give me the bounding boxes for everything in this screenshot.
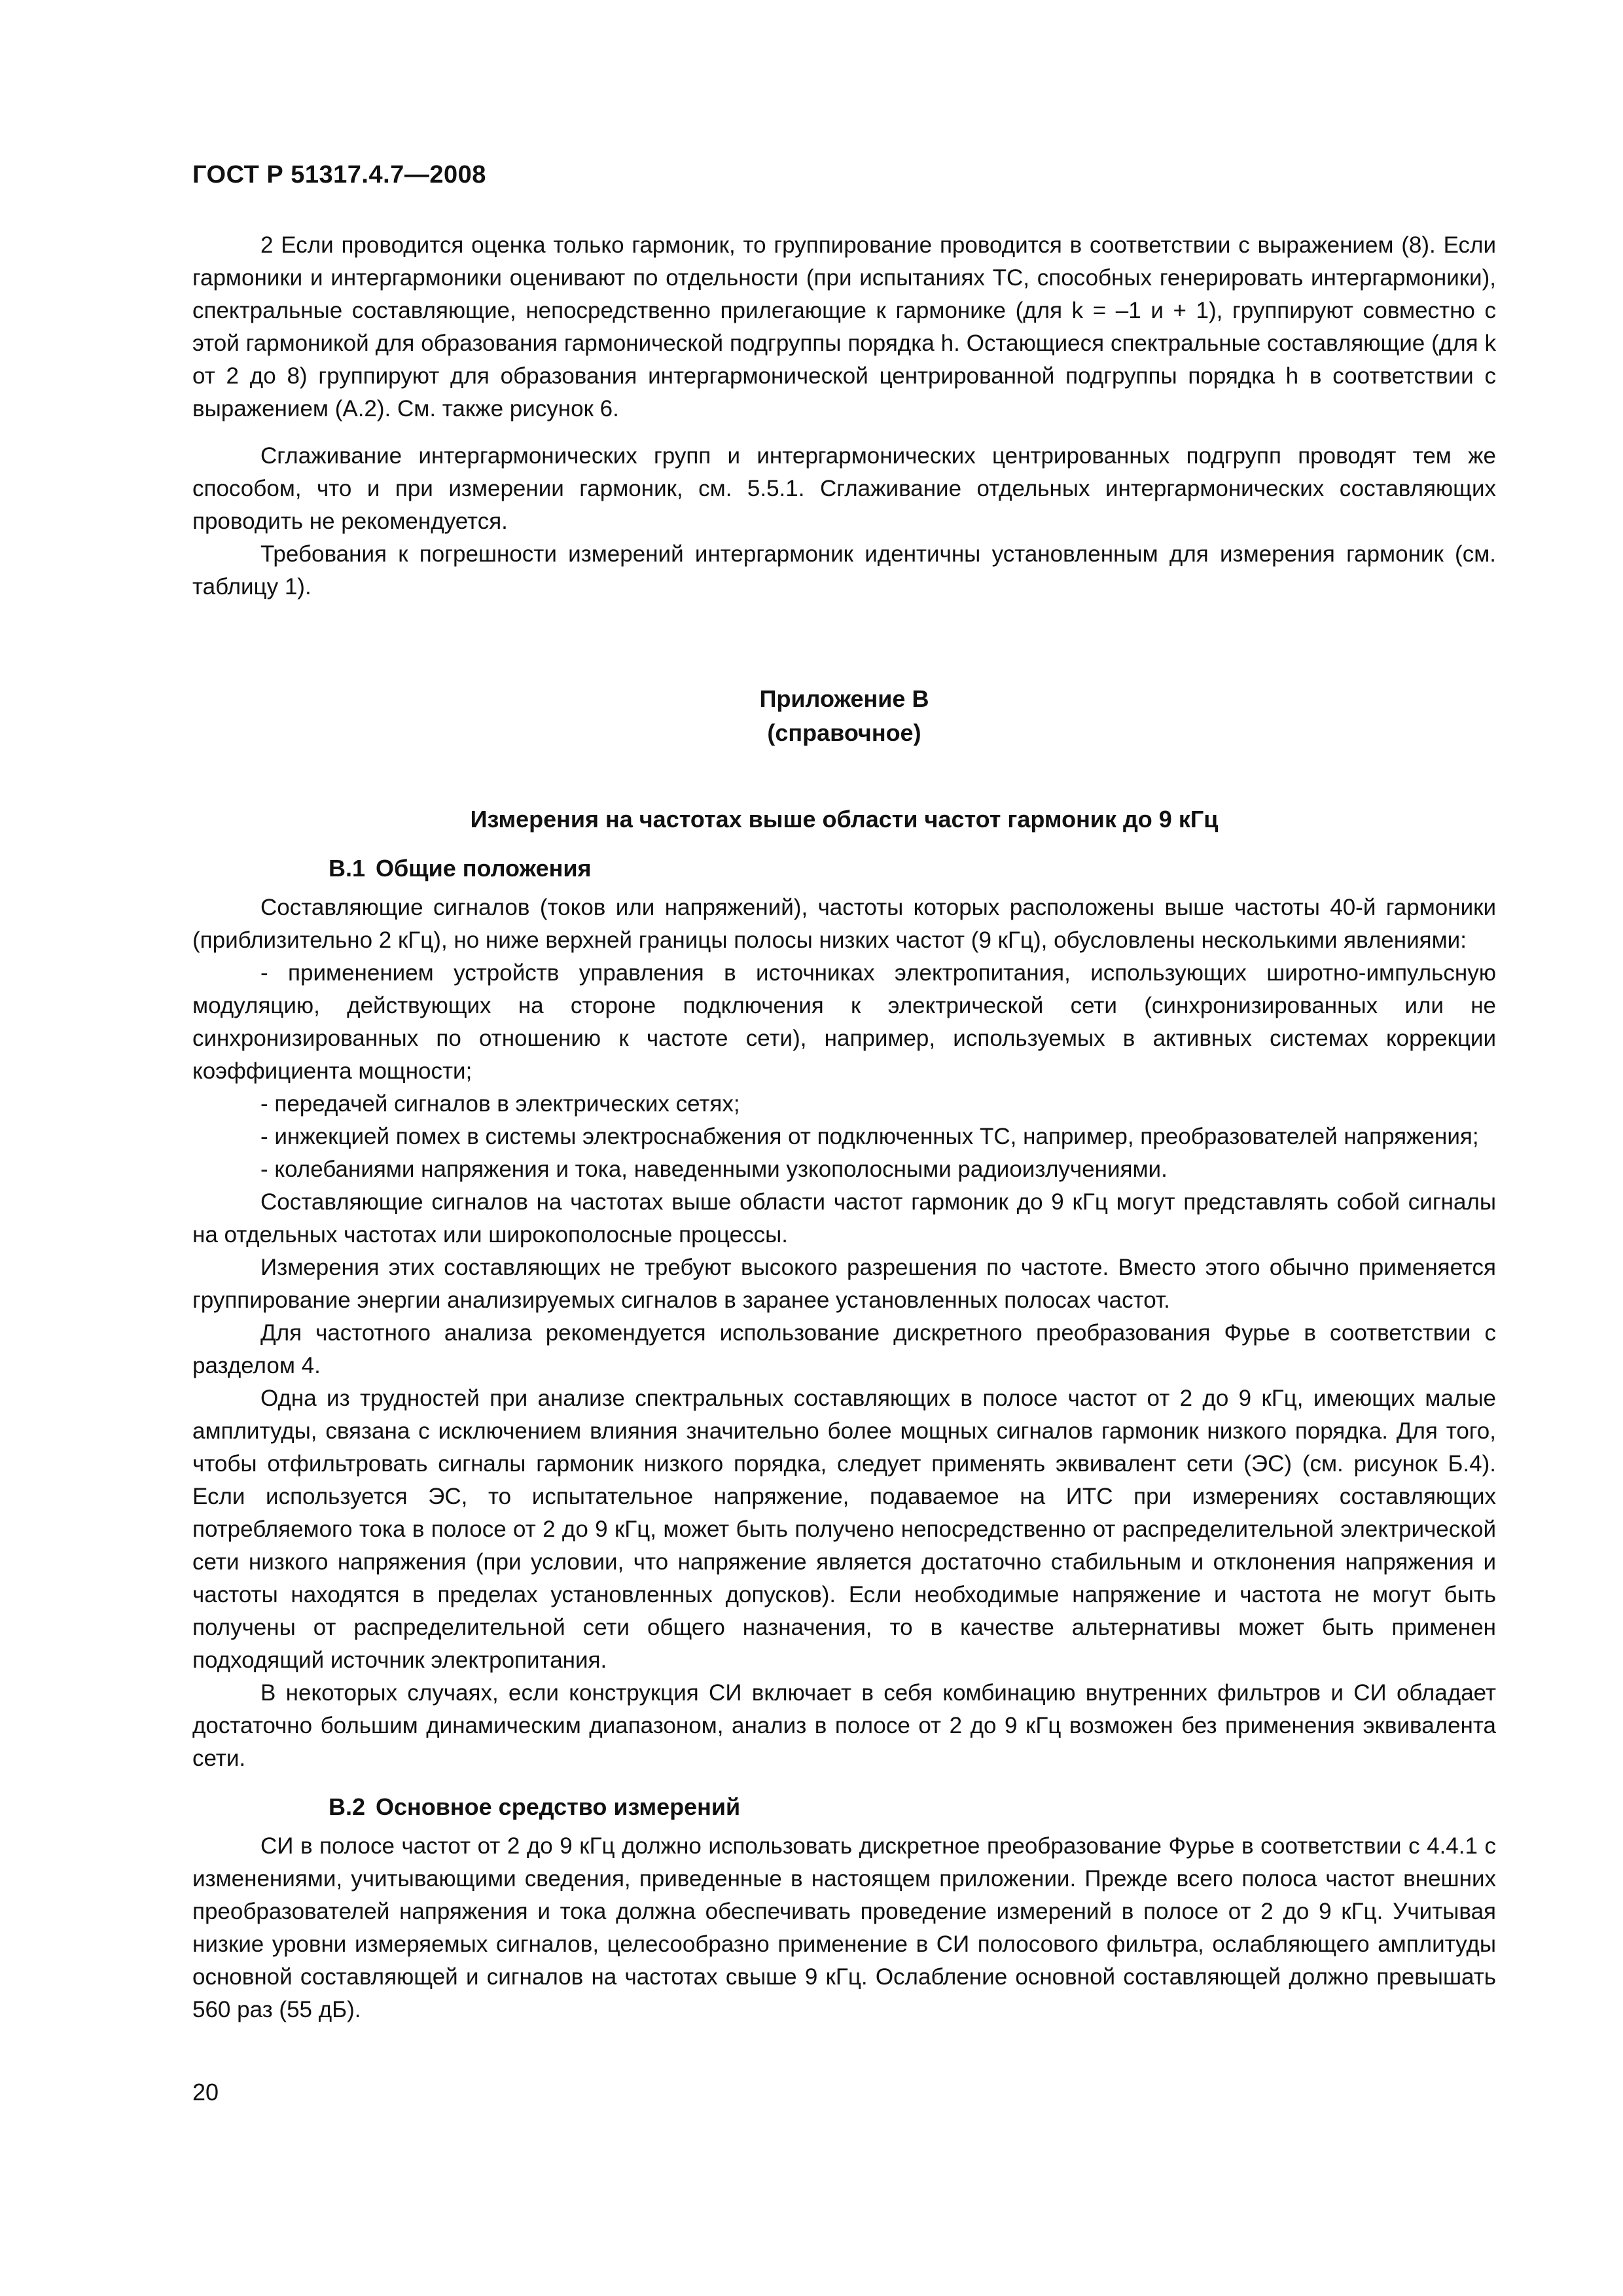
paragraph-accuracy: Требования к погрешности измерений интергармоник идентичны установленным для измерения гармоник (см. таблицу 1).: [192, 541, 1496, 600]
annex-title: Измерения на частотах выше области частот гармоник до 9 кГц: [470, 806, 1219, 833]
b2-paragraph: СИ в полосе частот от 2 до 9 кГц должно использовать дискретное преобразование Фурье в соответствии с 4.4.1 с изменениями, учитывающими сведения, приведенные в настоящем приложении. Прежде всего полоса частот внешних преобразователей напряжения и тока должна обеспечивать проведение измерений в полосе от 2 до 9 кГц. Учитывая низкие уровни измеряемых сигналов, целесообразно применение в СИ полосового фильтра, ослабляющего амплитуды основной составляющей и сигналов на частотах свыше 9 кГц. Ослабление основной составляющей должно превышать 560 раз (55 дБ).: [192, 1833, 1496, 2022]
b1-paragraph: Одна из трудностей при анализе спектральных составляющих в полосе частот от 2 до 9 кГц, имеющих малые амплитуды, связана с исключением влияния значительно более мощных сигналов гармоник низкого порядка. Для того, чтобы отфильтровать сигналы гармоник низкого порядка, следует применять эквивалент сети (ЭС) (см. рисунок Б.4). Если используется ЭС, то испытательное напряжение, подаваемое на ИТС при измерениях составляющих потребляемого тока в полосе от 2 до 9 кГц, может быть получено непосредственно от распределительной электрической сети низкого напряжения (при условии, что напряжение является достаточно стабильным и отклонения напряжения и частоты находятся в пределах установленных допусков). Если необходимые напряжение и частота не могут быть получены от распределительной сети общего назначения, то в качестве альтернативы может быть применен подходящий источник электропитания.: [192, 1386, 1496, 1673]
section-b2-number: В.2: [329, 1793, 366, 1820]
paragraph-smoothing: Сглаживание интергармонических групп и интергармонических центрированных подгрупп проводят тем же способом, что и при измерении гармоник, см. 5.5.1. Сглаживание отдельных интергармонических составляющих проводить не рекомендуется.: [192, 443, 1496, 534]
b1-paragraph: Составляющие сигналов на частотах выше области частот гармоник до 9 кГц могут представлять собой сигналы на отдельных частотах или широкополосные процессы.: [192, 1189, 1496, 1247]
page-number: 20: [192, 2079, 219, 2106]
b1-list-item: - применением устройств управления в источниках электропитания, использующих широтно-импульсную модуляцию, действующих на стороне подключения к электрической сети (синхронизированных или не синхронизированных по отношению к частоте сети), например, используемых в активных системах коррекции коэффициента мощности;: [192, 960, 1496, 1084]
b1-paragraph: Для частотного анализа рекомендуется использование дискретного преобразования Фурье в соответствии с разделом 4.: [192, 1320, 1496, 1378]
page-content: [192, 229, 1496, 2026]
page-header-standard-code: ГОСТ Р 51317.4.7—2008: [192, 161, 486, 188]
b1-list-item: - инжекцией помех в системы электроснабжения от подключенных ТС, например, преобразователей напряжения;: [260, 1124, 1479, 1149]
b1-paragraph: Составляющие сигналов (токов или напряжений), частоты которых расположены выше частоты 40-й гармоники (приблизительно 2 кГц), но ниже верхней границы полосы низких частот (9 кГц), обусловлены несколькими явлениями:: [192, 895, 1496, 953]
b1-list-item: - передачей сигналов в электрических сетях;: [260, 1091, 740, 1117]
annex-kind: (справочное): [767, 719, 921, 746]
section-b1-heading: [192, 851, 1496, 886]
section-b2-heading: [192, 1789, 1496, 1825]
section-b1-number: В.1: [329, 855, 366, 882]
b1-paragraph: Измерения этих составляющих не требуют высокого разрешения по частоте. Вместо этого обычно применяется группирование энергии анализируемых сигналов в заранее установленных полосах частот.: [192, 1255, 1496, 1313]
annex-name: Приложение В: [759, 685, 929, 712]
b1-list-item: - колебаниями напряжения и тока, наведенными узкополосными радиоизлучениями.: [260, 1157, 1168, 1182]
section-b1-title: Общие положения: [376, 855, 592, 882]
b1-paragraph: В некоторых случаях, если конструкция СИ включает в себя комбинацию внутренних фильтров и СИ обладает достаточно большим динамическим диапазоном, анализ в полосе от 2 до 9 кГц возможен без применения эквивалента сети.: [192, 1680, 1496, 1771]
note-2-paragraph: 2 Если проводится оценка только гармоник, то группирование проводится в соответствии с выражением (8). Если гармоники и интергармоники оценивают по отдельности (при испытаниях ТС, способных генерировать интергармоники), спектральные составляющие, непосредственно прилегающие к гармонике (для k = –1 и + 1), группируют совместно с этой гармоникой для образования гармонической подгруппы порядка h. Остающиеся спектральные составляющие (для k от 2 до 8) группируют для образования интергармонической центрированной подгруппы порядка h в соответствии с выражением (А.2). См. также рисунок 6.: [192, 232, 1496, 422]
section-b2-title: Основное средство измерений: [376, 1793, 741, 1820]
